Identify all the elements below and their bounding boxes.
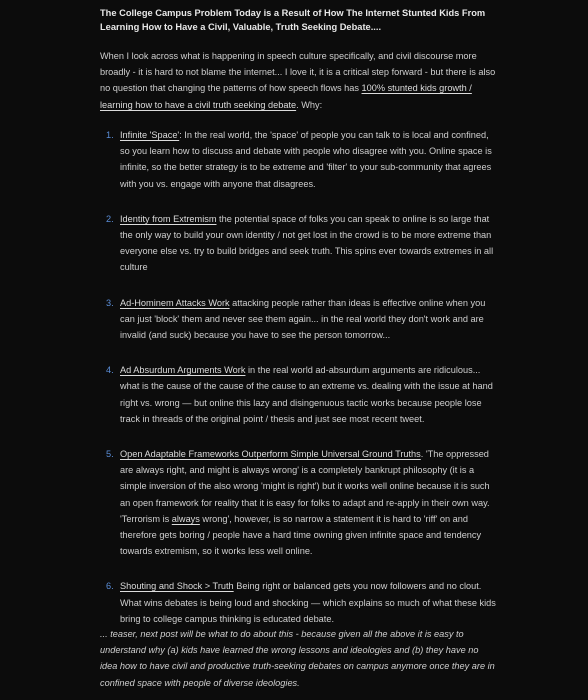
post-title: The College Campus Problem Today is a Result of How The Internet Stunted Kids From Learning How to Have a Civil, Valuable, Truth Seeking Debate....: [100, 8, 486, 32]
item-text: : In the real world, the 'space' of people you can talk to is local and confined, so you learn how to discuss and debate with people who disagree with you. Online space is infinite, so the better strategy is to be extreme and 'filter' to your sub-community that agrees with you vs. engage with anyone that disagrees.: [120, 130, 492, 189]
item-text: in the real world ad-absurdum arguments are ridiculous... what is the cause of the cause of the cause to an extreme vs. dealing with the issue at hand right vs. wrong — but online this lazy and disingenuous tactic works because people lose track in threads of the original point / thesis and just see most recent tweet.: [120, 365, 493, 424]
list-item: [106, 211, 496, 276]
item-number: 3.: [106, 297, 114, 308]
item-link[interactable]: Infinite 'Space': [120, 130, 180, 140]
reasons-list: [106, 127, 496, 627]
item-link[interactable]: Ad-Hominem Attacks Work: [120, 297, 230, 308]
item-number: 2.: [106, 213, 114, 224]
item-number: 4.: [106, 365, 114, 376]
item-text: the potential space of folks you can speak to online is so large that the only way to build your own identity / not get lost in the crowd is to be more extreme than everyone else vs. try to build bridges and seek truth. This spins ever towards extremes in all culture: [120, 213, 494, 273]
list-item: [106, 578, 496, 627]
teaser-paragraph: ... teaser, next post will be what to do about this - because given all the above it is easy to understand why (a) kids have learned the wrong lessons and ideologies and (b) they have no idea how to have civil and productive truth-seeking debates on campus anymore once they are in confined space with people of diverse ideologies.: [100, 629, 495, 688]
item-text: Being right or balanced gets you now followers and no clout. What wins debates is being loud and shocking — which explains so much of what these kids bring to college campus thinking is educated debate.: [120, 581, 496, 624]
intro-link[interactable]: 100% stunted kids growth / learning how to have a civil truth seeking debate: [100, 83, 472, 110]
intro-paragraph: [100, 48, 496, 113]
item-text-end: wrong', however, is so narrow a statement it is hard to 'riff' on and therefore gets boring / people have a hard time owning given infinite space and tendency towards extremism, so it works less well online.: [120, 513, 482, 557]
list-item: [106, 446, 496, 559]
item-emphasis-link[interactable]: always: [171, 513, 200, 524]
item-text: . 'The oppressed are always right, and might is always wrong' is a completely bankrupt philosophy (it is a simple inversion of the also wrong 'might is right') but it works well online because it is such an open framework for reality that it is easy for folks to adapt and re-apply in their own way. 'Terrorism is: [120, 449, 490, 524]
item-number: 6.: [106, 581, 114, 592]
item-link[interactable]: Ad Absurdum Arguments Work: [120, 365, 246, 376]
item-number: 1.: [106, 130, 114, 140]
intro-text: When I look across what is happening in speech culture specifically, and civil discourse more broadly - it is hard to not blame the internet... I love it, it is a critical step forward - but there is also no question that changing the patterns of how speech flows has: [100, 51, 496, 94]
item-text: attacking people rather than ideas is effective online when you can just 'block' them and never see them again... in the real world they don't work and are invalid (and suck) because you have to see the person tomorrow...: [120, 297, 486, 341]
item-number: 5.: [106, 449, 114, 460]
list-item: [106, 127, 496, 192]
list-item: [106, 295, 496, 344]
list-item: [106, 362, 496, 427]
item-link[interactable]: Shouting and Shock > Truth: [120, 581, 234, 592]
item-link[interactable]: Open Adaptable Frameworks Outperform Simple Universal Ground Truths: [120, 449, 421, 460]
intro-text-end: . Why:: [296, 99, 323, 110]
item-link[interactable]: Identity from Extremism: [120, 213, 217, 224]
